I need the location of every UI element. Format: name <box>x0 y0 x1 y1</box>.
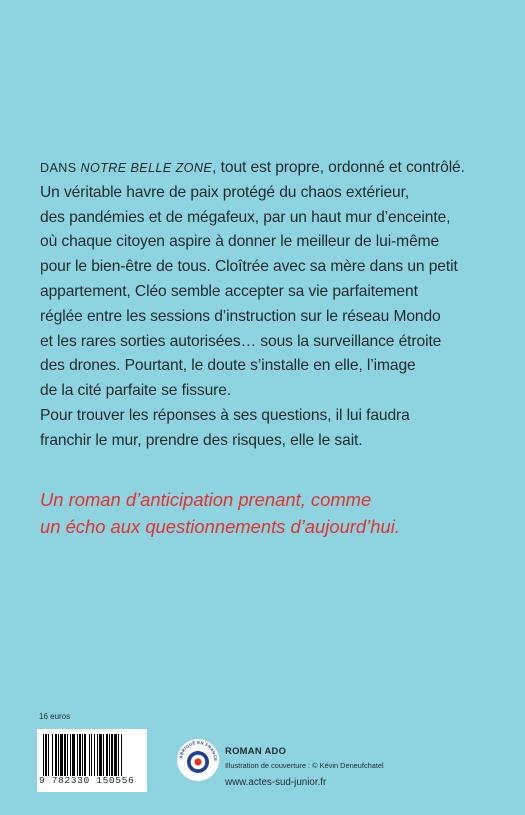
blurb-first-line <box>40 156 490 181</box>
cover-credit: Illustration de couverture : © Kévin Deneufchatel <box>225 761 384 770</box>
blurb-line: où chaque citoyen aspire à donner le meilleur de lui-même <box>40 233 440 251</box>
blurb-paragraph-1 <box>40 181 490 404</box>
book-setting-title: NOTRE BELLE ZONE <box>80 161 213 175</box>
blurb-line: Pour trouver les réponses à ses questions, il lui faudra <box>40 406 410 424</box>
barcode-bar <box>72 734 75 776</box>
series-label: ROMAN ADO <box>225 745 287 756</box>
barcode-bar <box>55 734 57 776</box>
barcode-bar <box>97 734 98 776</box>
barcode-bars <box>43 734 141 776</box>
barcode-bar <box>91 734 92 776</box>
blurb-line: des pandémies et de mégafeux, par un haut mur d’enceinte, <box>40 208 451 226</box>
blurb-line: des drones. Pourtant, le doute s’installe en elle, l’image <box>40 357 416 375</box>
barcode-bar <box>77 734 78 776</box>
barcode-bar <box>45 734 47 776</box>
barcode-bar <box>67 734 68 776</box>
barcode-bar <box>48 734 49 776</box>
blurb-lead-prefix: DANS <box>40 161 81 175</box>
barcode-bar <box>84 734 86 776</box>
barcode-bar <box>58 734 59 776</box>
barcode-bar <box>52 734 53 776</box>
price-label: 16 euros <box>39 712 71 721</box>
isbn-number: 9 782330 150556 <box>39 775 135 786</box>
barcode-bar <box>82 734 83 776</box>
tagline-line: Un roman d’anticipation prenant, comme <box>40 489 372 510</box>
tagline <box>40 486 500 540</box>
blurb-line: pour le bien-être de tous. Cloîtrée avec sa mère dans un petit <box>40 258 458 276</box>
blurb-paragraph-2 <box>40 404 490 454</box>
made-in-france-badge <box>176 738 220 782</box>
barcode-bar <box>43 734 44 776</box>
badge-text: ABRIQUÉ EN FRANCE <box>178 739 219 762</box>
barcode-bar <box>99 734 102 776</box>
imprint <box>225 745 384 788</box>
barcode <box>37 729 147 792</box>
blurb-line: et les rares sorties autorisées… sous la surveillance étroite <box>40 332 442 350</box>
back-cover-blurb <box>40 156 490 454</box>
barcode-bar <box>118 734 119 776</box>
blurb-line: franchir le mur, prendre des risques, elle le sait. <box>40 431 363 449</box>
barcode-bar <box>70 734 71 776</box>
barcode-bar <box>121 734 122 776</box>
barcode-bar <box>89 734 90 776</box>
barcode-bar <box>79 734 81 776</box>
publisher-website: www.actes-sud-junior.fr <box>225 777 327 788</box>
barcode-bar <box>103 734 104 776</box>
barcode-bar <box>111 734 113 776</box>
barcode-bar <box>60 734 63 776</box>
blurb-lead-rest: , tout est propre, ordonné et contrôlé. <box>212 159 465 176</box>
blurb-line: réglée entre les sessions d’instruction sur le réseau Mondo <box>40 307 441 325</box>
blurb-line: de la cité parfaite se fissure. <box>40 382 232 400</box>
barcode-bar <box>106 734 108 776</box>
barcode-bar <box>94 734 95 776</box>
blurb-line: appartement, Cléo semble accepter sa vie parfaitement <box>40 282 418 300</box>
barcode-bar <box>64 734 66 776</box>
barcode-bar <box>114 734 117 776</box>
barcode-bar <box>109 734 110 776</box>
blurb-line: Un véritable havre de paix protégé du chaos extérieur, <box>40 183 410 201</box>
tagline-line: un écho aux questionnements d’aujourd’hui. <box>40 516 400 537</box>
